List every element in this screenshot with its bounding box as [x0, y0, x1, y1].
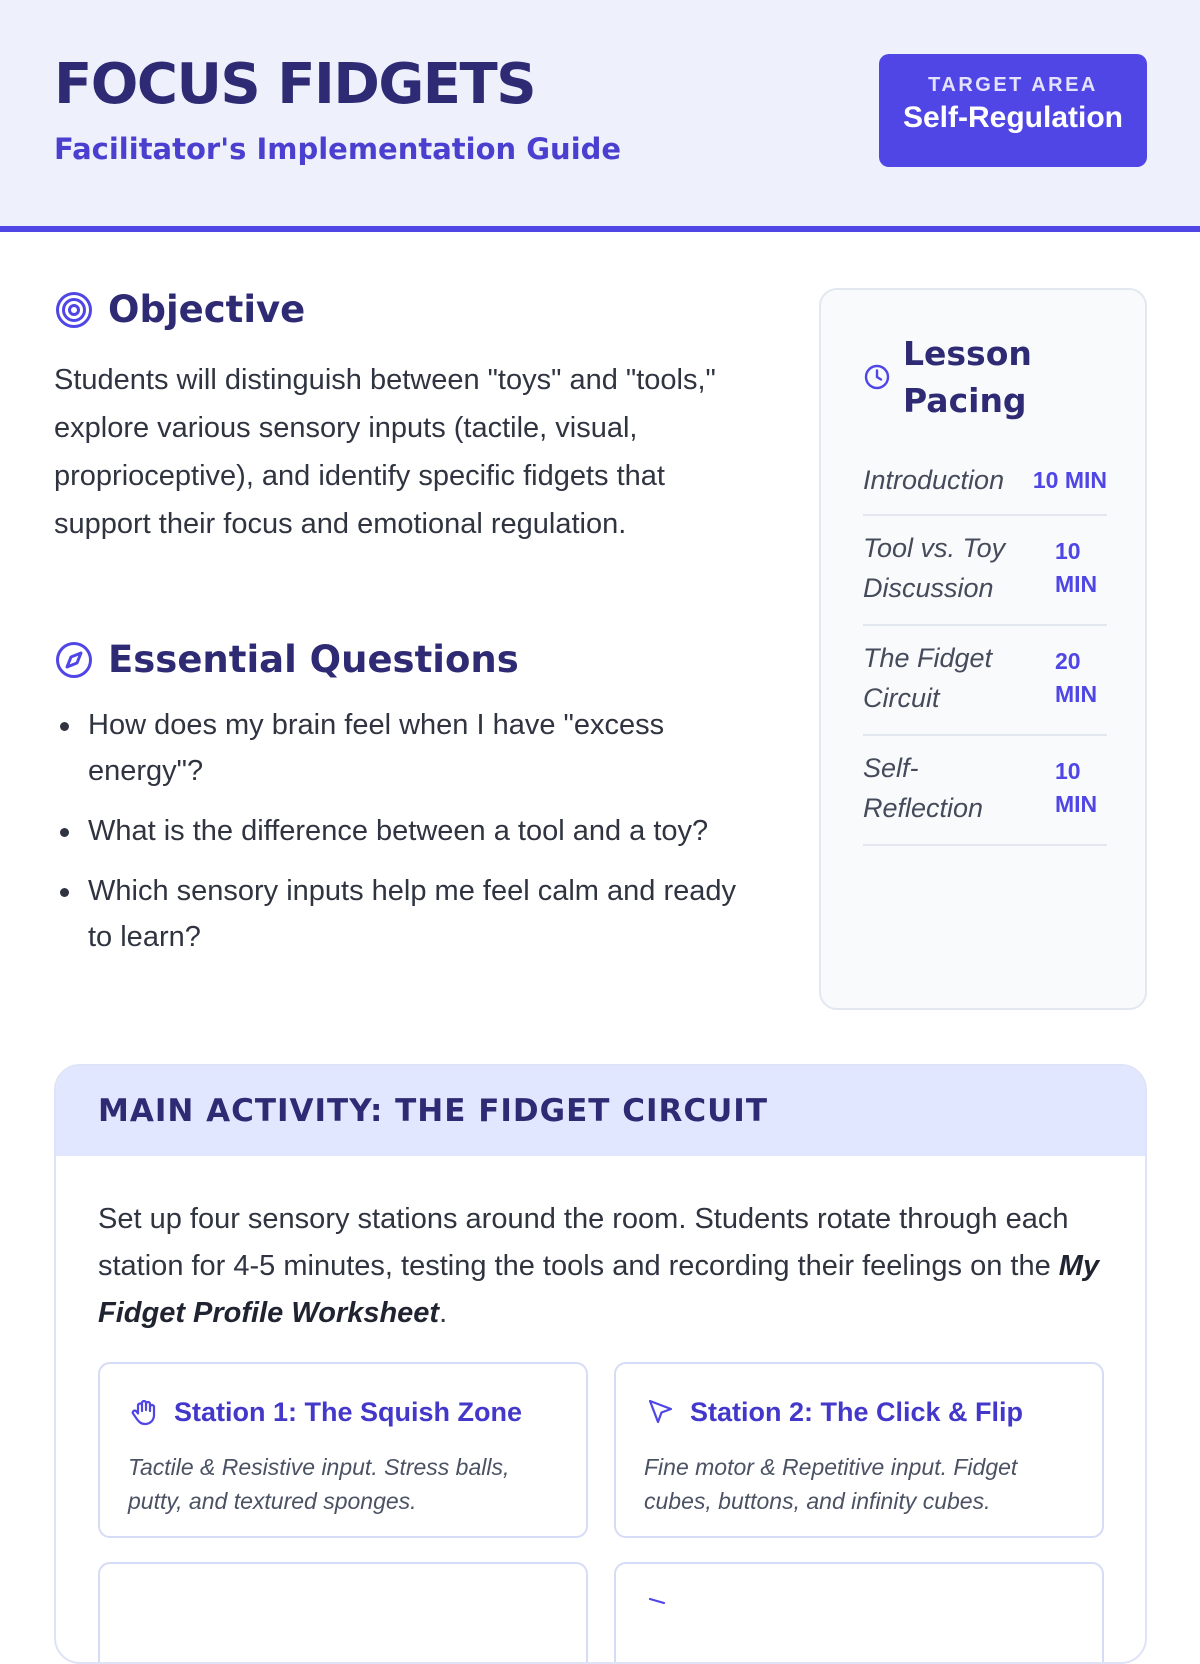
page-subtitle: Facilitator's Implementation Guide	[54, 132, 622, 166]
pacing-step-duration: 20 MIN	[1055, 648, 1098, 707]
page-header	[0, 0, 1200, 232]
essential-questions-label: Essential Questions	[108, 638, 519, 681]
pacing-step-name: Tool vs. Toy Discussion	[863, 533, 1006, 603]
target-area-label: TARGET AREA	[928, 74, 1098, 96]
station-card-4	[614, 1562, 1104, 1664]
essential-questions-list	[54, 702, 754, 974]
station-card-2	[614, 1362, 1104, 1538]
main-activity-text	[98, 1196, 1108, 1337]
pacing-step-name: Self-Reflection	[863, 753, 984, 823]
target-area-badge	[879, 54, 1147, 167]
pacing-step-duration: 10 MIN	[1055, 758, 1098, 817]
lesson-pacing-label: Lesson Pacing	[903, 334, 1032, 420]
station-title	[644, 1396, 1023, 1428]
pacing-row	[863, 450, 1107, 516]
list-item: What is the difference between a tool and a toy?	[54, 808, 754, 854]
lesson-pacing-list	[863, 450, 1107, 846]
station-title-label: Station 2: The Click & Flip	[690, 1396, 1024, 1427]
pacing-step-name: The Fidget Circuit	[863, 643, 993, 713]
worksheet-name: My Fidget Profile Worksheet	[98, 1250, 1100, 1329]
pacing-row	[863, 516, 1107, 626]
station-title	[128, 1396, 522, 1428]
pacing-step-name: Introduction	[863, 465, 1005, 495]
main-activity-heading: MAIN ACTIVITY: THE FIDGET CIRCUIT	[56, 1066, 1145, 1156]
lesson-pacing-card	[819, 288, 1147, 1010]
main-activity-text-end: .	[439, 1297, 448, 1329]
list-item: How does my brain feel when I have "excess energy"?	[54, 702, 754, 794]
pacing-row	[863, 626, 1107, 736]
page-title: FOCUS FIDGETS	[54, 52, 536, 117]
main-activity-card	[54, 1064, 1147, 1664]
list-item: Which sensory inputs help me feel calm and ready to learn?	[54, 868, 754, 960]
station-description: Tactile & Resistive input. Stress balls, putty, and textured sponges.	[128, 1454, 510, 1514]
pacing-row	[863, 736, 1107, 846]
lesson-pacing-heading	[863, 330, 1063, 424]
hand-icon	[128, 1396, 160, 1428]
cursor-icon	[644, 1396, 676, 1428]
pacing-step-duration: 10 MIN	[1055, 538, 1098, 597]
station-card-3	[98, 1562, 588, 1664]
station-title-label: Station 1: The Squish Zone	[174, 1396, 523, 1427]
target-icon	[54, 290, 94, 330]
essential-questions-heading	[54, 638, 519, 681]
target-area-value: Self-Regulation	[902, 101, 1123, 134]
clock-icon	[863, 363, 891, 391]
compass-icon	[54, 640, 94, 680]
objective-heading	[54, 288, 305, 331]
main-activity-text-intro: Set up four sensory stations around the room. Students rotate through each station for 4-5 minutes, testing the tools and recording their feelings on the	[98, 1203, 1069, 1282]
pacing-step-duration: 10 MIN	[1032, 466, 1107, 493]
station-card-1	[98, 1362, 588, 1538]
objective-text: Students will distinguish between "toys" and "tools," explore various sensory inputs (tactile, visual, proprioceptive), and identify specific fidgets that support their focus and emotional regulation.	[54, 364, 716, 540]
station-description: Fine motor & Repetitive input. Fidget cubes, buttons, and infinity cubes.	[644, 1454, 1018, 1514]
station-icon	[644, 1594, 676, 1626]
objective-heading-label: Objective	[108, 288, 306, 331]
